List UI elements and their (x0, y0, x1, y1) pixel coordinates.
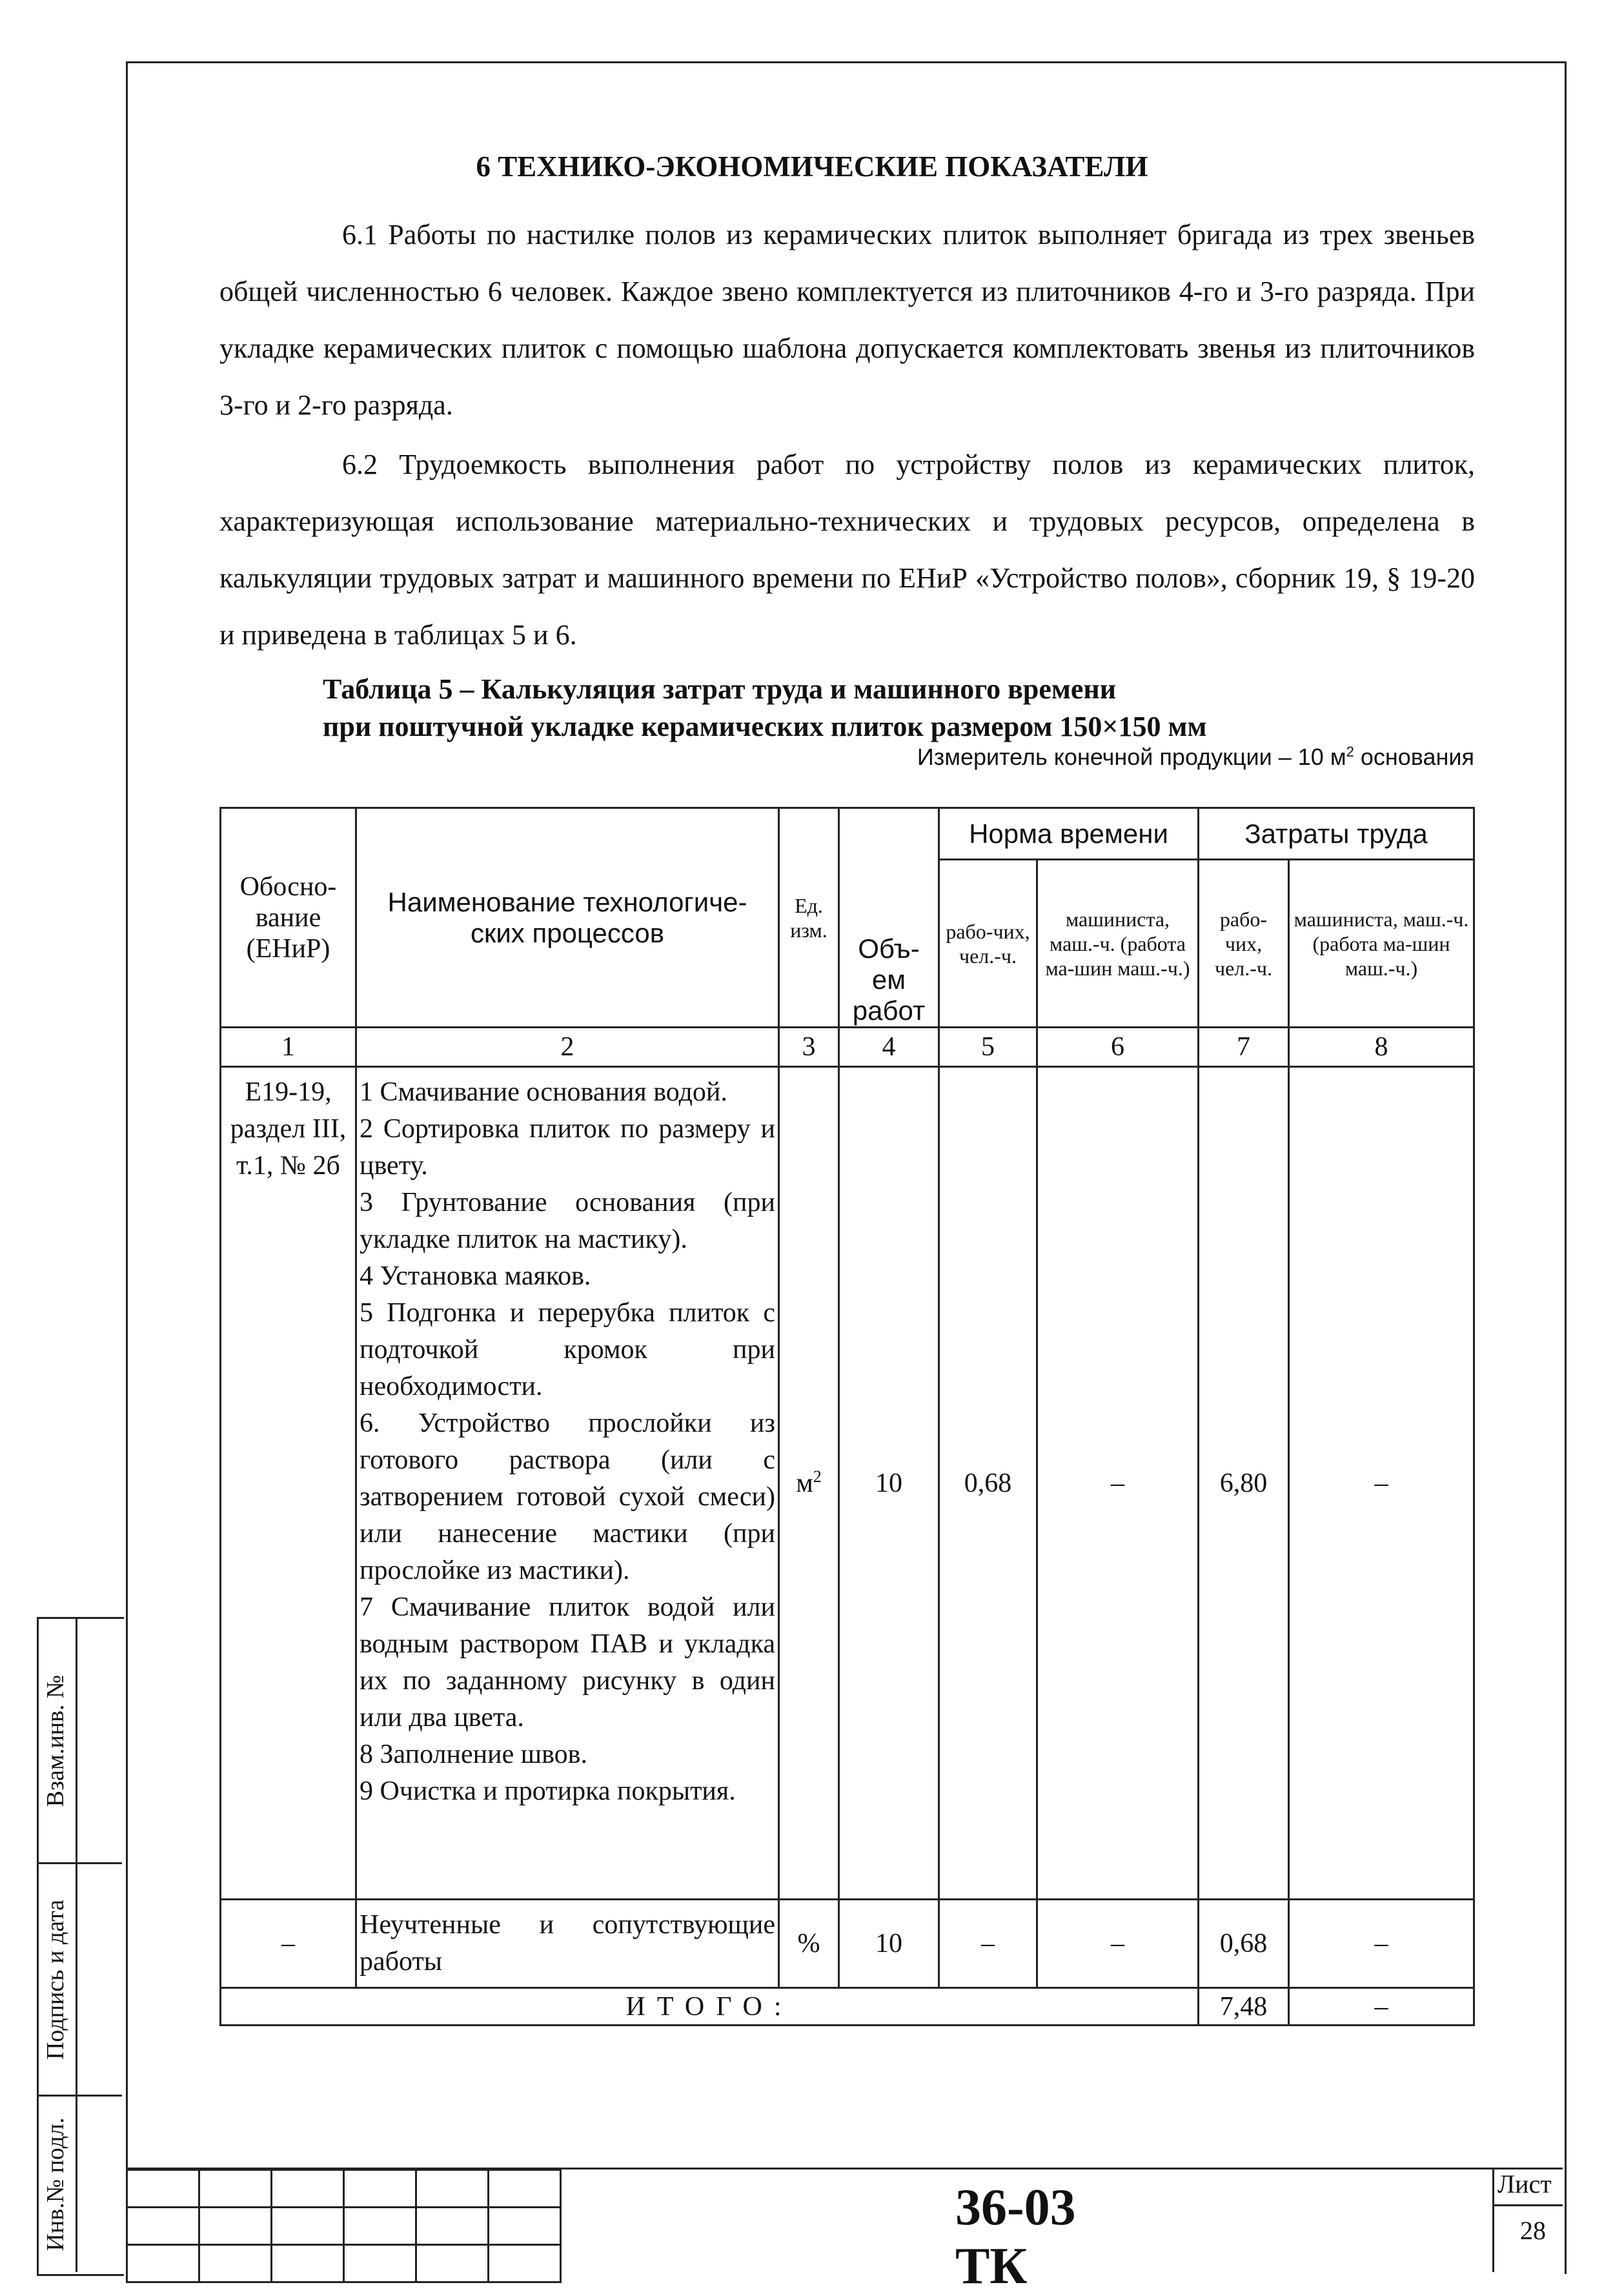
header-norm-group: Норма времени (939, 808, 1199, 860)
process-item: 8 Заполнение швов. (360, 1740, 587, 1769)
sheet-divider (1492, 2204, 1563, 2206)
paragraph-6-2: 6.2 Трудоемкость выполнения работ по устройству полов из керамических плиток, характеризующая использование материально-технических и трудовых ресурсов, определена в калькуляции трудовых затрат и машинного времени по ЕНиР «Устройство полов», сборник 19, § 19-20 и приведена в таблицах 5 и 6. (219, 449, 1475, 651)
col-number: 3 (779, 1028, 839, 1067)
table-total-row (221, 1988, 1474, 2026)
measurement-unit-note (917, 744, 1474, 771)
total-cost-machinist: – (1289, 1988, 1474, 2026)
process-item: 4 Установка маяков. (360, 1261, 591, 1291)
row1-unit (779, 1067, 839, 1900)
meter-text: Измеритель конечной продукции – 10 м (917, 744, 1346, 770)
header-volume: Объ-ем работ (839, 808, 939, 1028)
col-number: 6 (1037, 1028, 1199, 1067)
side-stamp-podpis: Подпись и дата (42, 1899, 69, 2060)
header-name: Наименование технологиче-ских процессов (356, 808, 779, 1028)
side-stamp-divider (37, 1862, 122, 1864)
header-norm-machinist: машиниста, маш.-ч. (работа ма-шин маш.-ч.) (1037, 860, 1199, 1028)
col-number: 8 (1289, 1028, 1474, 1067)
row1-unit-sup: 2 (813, 1467, 822, 1486)
row2-basis: – (221, 1900, 356, 1988)
process-item: 5 Подгонка и перерубка плиток с подточкой кромок при необходимости. (360, 1298, 775, 1401)
row1-unit-text: м (796, 1468, 813, 1498)
total-label: ИТОГО: (221, 1988, 1199, 2026)
process-item: 6. Устройство прослойки из готового раствора (или с затворением готовой сухой смеси) или нанесение мастики (при прослойке из мастики). (360, 1408, 775, 1585)
header-unit: Ед. изм. (779, 808, 839, 1028)
header-cost-workers: рабо-чих, чел.-ч. (1199, 860, 1289, 1028)
section-heading: 6 ТЕХНИКО-ЭКОНОМИЧЕСКИЕ ПОКАЗАТЕЛИ (476, 150, 1148, 183)
row2-norm-workers: – (939, 1900, 1037, 1988)
process-item: 3 Грунтование основания (при укладке плиток на мастику). (360, 1188, 775, 1254)
process-item: 2 Сортировка плиток по размеру и цвету. (360, 1114, 775, 1181)
row1-cost-machinist: – (1289, 1067, 1474, 1900)
row1-processes (356, 1067, 779, 1900)
meter-sup: 2 (1346, 744, 1354, 760)
side-stamp-vzam: Взам.инв. № (42, 1674, 69, 1807)
sheet-number: 28 (1520, 2216, 1546, 2245)
title-block-topline (126, 2168, 1563, 2169)
row1-basis: Е19-19, раздел III, т.1, № 2б (221, 1067, 356, 1900)
row2-unit: % (779, 1900, 839, 1988)
meter-tail: основания (1354, 744, 1474, 770)
row1-volume: 10 (839, 1067, 939, 1900)
row2-norm-machinist: – (1037, 1900, 1199, 1988)
row1-norm-workers: 0,68 (939, 1067, 1037, 1900)
side-stamp-inv: Инв.№ подл. (42, 2117, 69, 2251)
paragraph-6-1: 6.1 Работы по настилке полов из керамических плиток выполняет бригада из трех звеньев общей численностью 6 человек. Каждое звено комплектуется из плиточников 4-го и 3-го разряда. При укладке керамических плиток с помощью шаблона допускается комплектовать звенья из плиточников 3-го и 2-го разряда. (219, 219, 1475, 421)
document-code: 36-03 ТК (955, 2179, 1076, 2295)
row1-norm-machinist: – (1037, 1067, 1199, 1900)
col-number: 5 (939, 1028, 1037, 1067)
sheet-label: Лист (1497, 2169, 1552, 2199)
row2-name: Неучтенные и сопутствующие работы (356, 1900, 779, 1988)
col-number: 2 (356, 1028, 779, 1067)
process-item: 9 Очистка и протирка покрытия. (360, 1776, 736, 1806)
table-row (221, 1900, 1474, 1988)
table-caption-line2: при поштучной укладке керамических плиток размером 150×150 мм (323, 711, 1207, 742)
col-number: 7 (1199, 1028, 1289, 1067)
title-block-grid (126, 2169, 562, 2283)
row2-volume: 10 (839, 1900, 939, 1988)
process-item: 7 Смачивание плиток водой или водным раствором ПАВ и укладка их по заданному рисунку в один или два цвета. (360, 1592, 775, 1732)
table-caption-line1: Таблица 5 – Калькуляция затрат труда и машинного времени (323, 673, 1117, 705)
col-number: 4 (839, 1028, 939, 1067)
row2-cost-workers: 0,68 (1199, 1900, 1289, 1988)
calculation-table (219, 807, 1475, 2026)
header-cost-machinist: машиниста, маш.-ч. (работа ма-шин маш.-ч.) (1289, 860, 1474, 1028)
header-cost-group: Затраты труда (1199, 808, 1474, 860)
row2-cost-machinist: – (1289, 1900, 1474, 1988)
header-basis: Обосно-вание (ЕНиР) (221, 808, 356, 1028)
process-item: 1 Смачивание основания водой. (360, 1077, 727, 1107)
row1-cost-workers: 6,80 (1199, 1067, 1289, 1900)
total-cost-workers: 7,48 (1199, 1988, 1289, 2026)
header-norm-workers: рабо-чих, чел.-ч. (939, 860, 1037, 1028)
col-number: 1 (221, 1028, 356, 1067)
table-row (221, 1067, 1474, 1900)
